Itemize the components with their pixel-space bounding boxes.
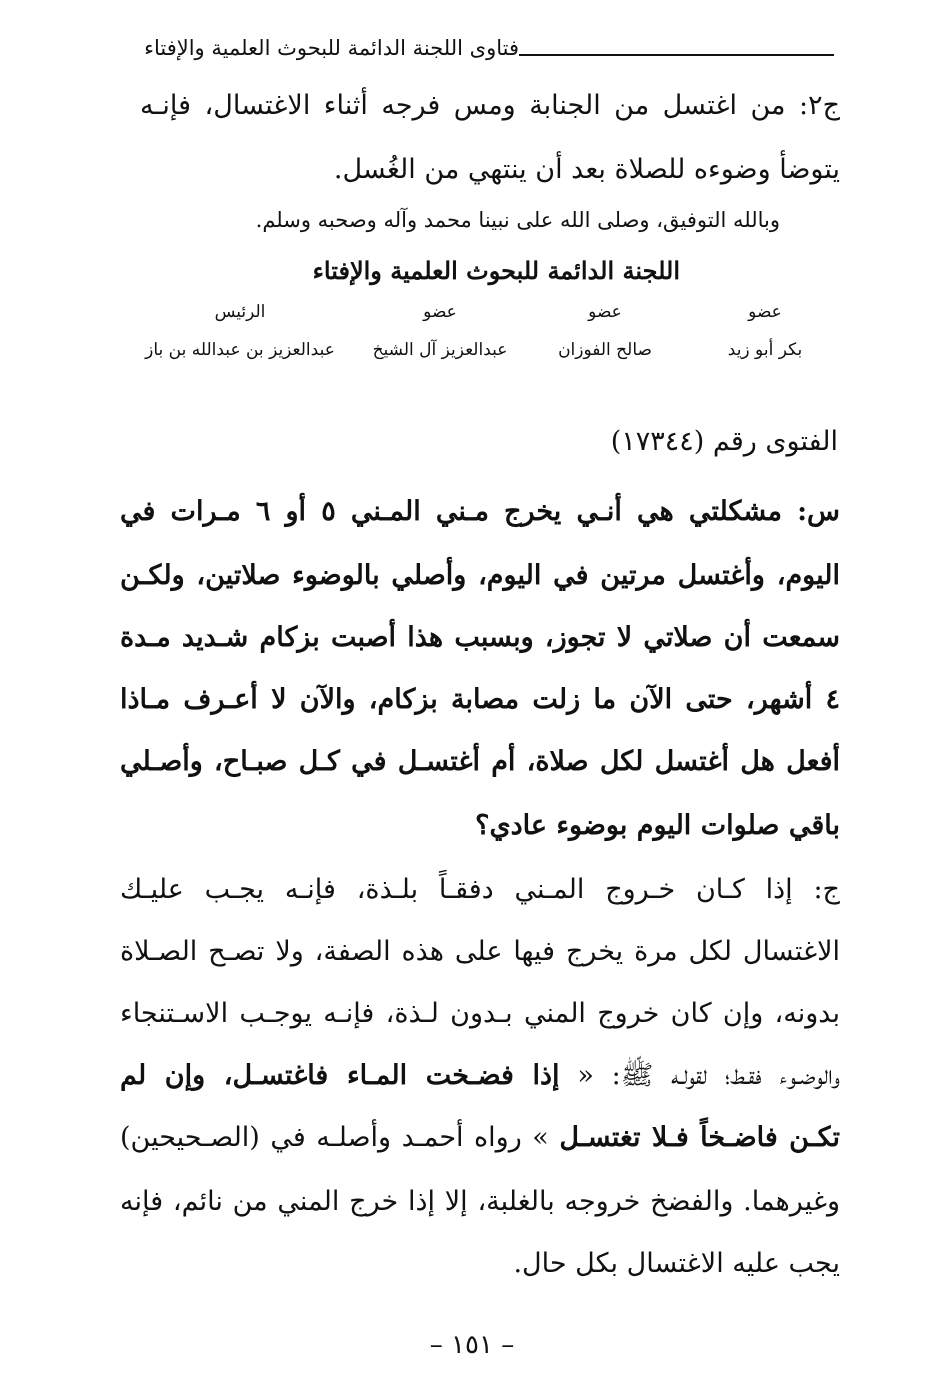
answer-line-6: وغيرهما. والفضخ خروجه بالغلبة، إلا إذا خرج المني من نائم، فإنه — [120, 1186, 840, 1217]
answer-line-7: يجب عليه الاغتسال بكل حال. — [513, 1248, 840, 1279]
member-role: عضو — [423, 302, 457, 322]
question-line-6: باقي صلوات اليوم بوضوء عادي؟ — [475, 810, 840, 841]
member-name: صالح الفوزان — [558, 340, 652, 360]
answer-line-3: بدونه، وإن كان خروج المني بـدون لـذة، فإنـه يوجـب الاسـتنجاء — [120, 998, 840, 1029]
committee-member — [540, 302, 670, 360]
question-line-2: اليوم، وأغتسل مرتين في اليوم، وأصلي بالوضوء صلاتين، ولكـن — [120, 560, 840, 591]
answer-text: والوضـوء فقـط؛ لقولـه ﷺ: « — [577, 1060, 840, 1091]
hadith-quote: تكـن فاضـخاً فـلا تغتسـل — [559, 1122, 840, 1153]
committee-name: اللجنة الدائمة للبحوث العلمية والإفتاء — [312, 256, 680, 285]
committee-member — [130, 302, 350, 360]
answer-line-4 — [120, 1062, 840, 1089]
member-role: عضو — [748, 302, 782, 322]
prev-answer-line-1: ج٢: من اغتسل من الجنابة ومس فرجه أثناء الاغتسال، فإنـه — [140, 90, 840, 121]
closing-blessing: وبالله التوفيق، وصلى الله على نبينا محمد وآله وصحبه وسلم. — [255, 208, 780, 232]
header-title: فتاوى اللجنة الدائمة للبحوث العلمية والإفتاء — [144, 36, 519, 60]
member-role: الرئيس — [214, 302, 266, 322]
answer-line-5 — [120, 1124, 840, 1151]
page-number: – ١٥١ – — [429, 1330, 515, 1360]
running-header — [144, 30, 840, 66]
answer-text: » رواه أحمـد وأصلـه في (الصـحيحين) — [120, 1122, 549, 1153]
question-line-5: أفعل هل أغتسل لكل صلاة، أم أغتسـل في كـل صبـاح، وأصـلي — [120, 746, 840, 777]
committee-member — [360, 302, 520, 360]
member-name: عبدالعزيز آل الشيخ — [372, 340, 508, 360]
committee-member — [710, 302, 820, 360]
question-line-4: ٤ أشهر، حتى الآن ما زلت مصابة بزكام، والآن لا أعـرف مـاذا — [120, 684, 840, 715]
header-rule — [519, 54, 834, 56]
member-role: عضو — [588, 302, 622, 322]
member-name: عبدالعزيز بن عبدالله بن باز — [145, 340, 335, 360]
answer-line-2: الاغتسال لكل مرة يخرج فيها على هذه الصفة، ولا تصـح الصـلاة — [120, 936, 840, 967]
fatwa-number: الفتوى رقم (١٧٣٤٤) — [610, 426, 838, 457]
member-name: بكر أبو زيد — [727, 340, 803, 360]
prev-answer-line-2: يتوضأ وضوءه للصلاة بعد أن ينتهي من الغُسل. — [333, 154, 840, 185]
question-line-3: سمعت أن صلاتي لا تجوز، وبسبب هذا أصبت بزكام شـديد مـدة — [120, 622, 840, 653]
committee-members — [130, 302, 820, 382]
hadith-quote: إذا فضـخت المـاء فاغتسـل، وإن لم — [120, 1060, 560, 1091]
question-line-1: س: مشكلتي هي أنـي يخرج مـني المـني ٥ أو ٦ مـرات في — [120, 496, 840, 527]
answer-line-1: ج: إذا كـان خـروج المـني دفقـاً بلـذة، فإنـه يجـب عليـك — [120, 874, 840, 905]
